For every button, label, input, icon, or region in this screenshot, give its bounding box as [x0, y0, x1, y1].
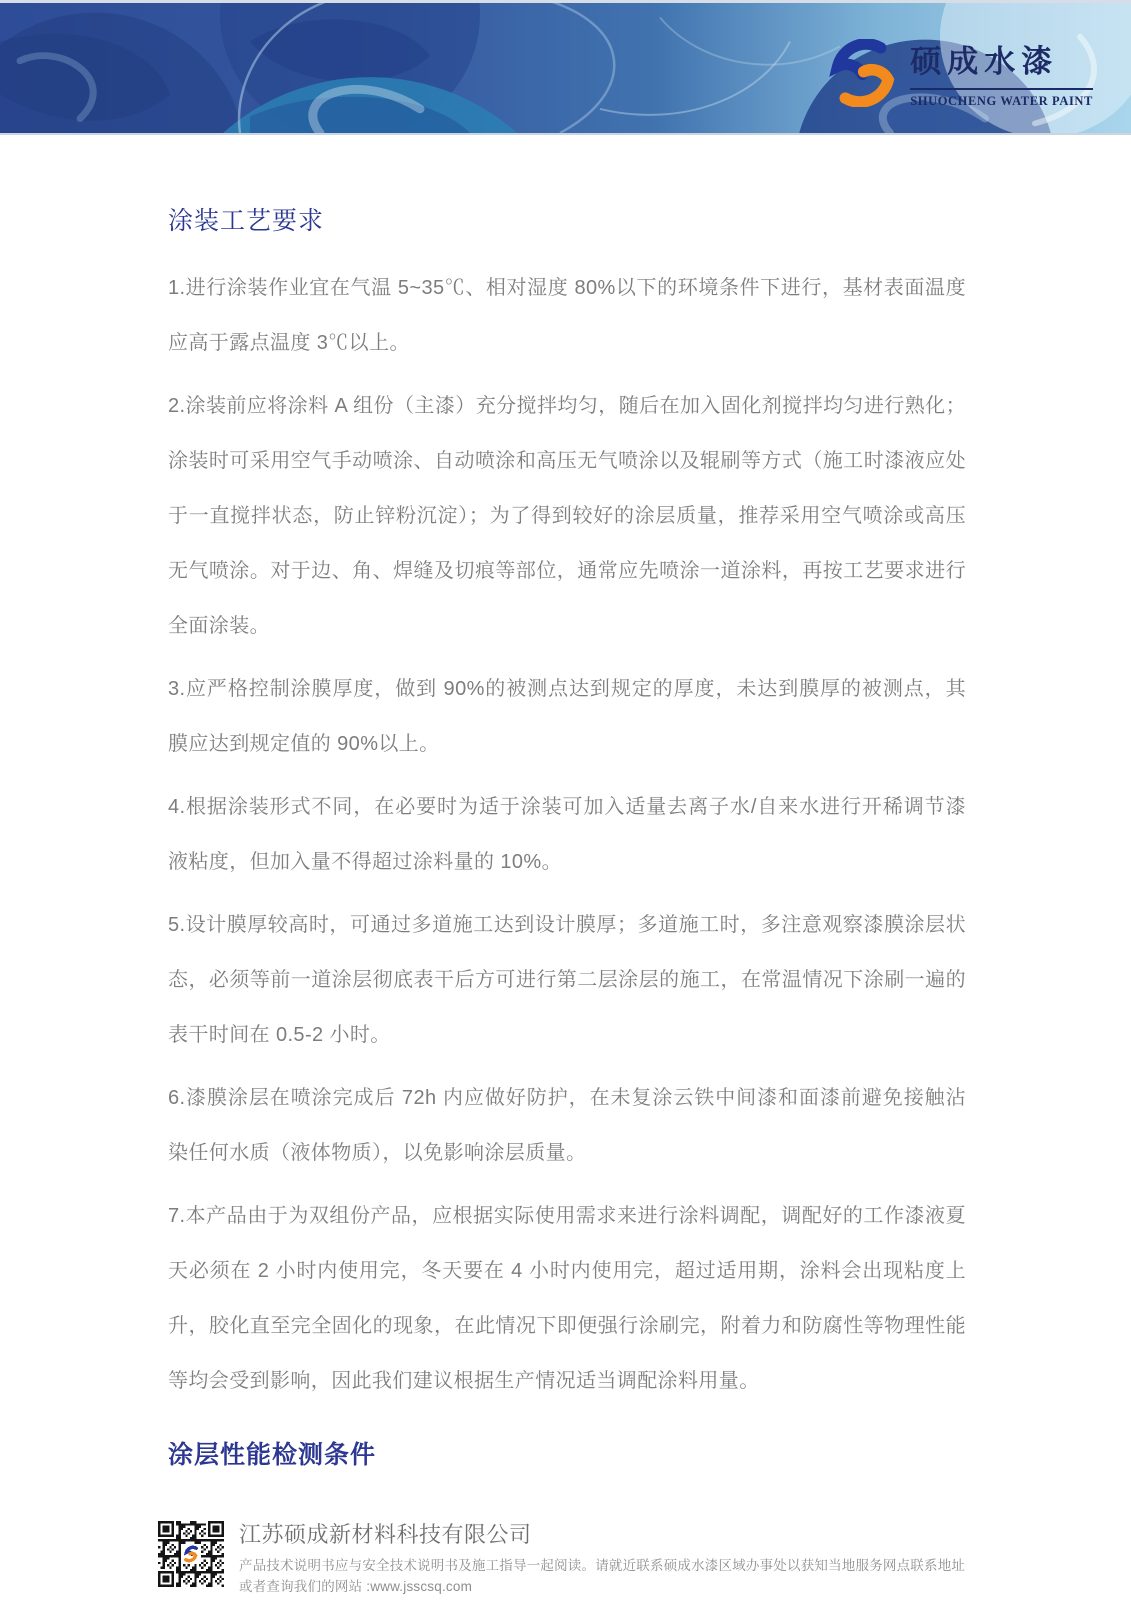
section-heading-coating-process: 涂装工艺要求 — [168, 207, 325, 235]
document-body — [168, 201, 966, 1471]
paragraph-3: 3.应严格控制涂膜厚度，做到 90%的被测点达到规定的厚度，未达到膜厚的被测点，其膜应达到规定值的 90%以上。 — [168, 678, 966, 755]
section-heading-coating-test-conditions: 涂层性能检测条件 — [168, 1441, 377, 1469]
footer-note-line-2: 或者查询我们的网站 :www.jsscsq.com — [239, 1579, 473, 1594]
brand-text-block — [910, 36, 1093, 109]
footer-note — [239, 1555, 965, 1597]
paragraph-1: 1.进行涂装作业宜在气温 5~35℃、相对湿度 80%以下的环境条件下进行，基材表面温度应高于露点温度 3℃以上。 — [168, 277, 966, 354]
paragraph-7: 7.本产品由于为双组份产品，应根据实际使用需求来进行涂料调配，调配好的工作漆液夏天必须在 2 小时内使用完，冬天要在 4 小时内使用完，超过适用期，涂料会出现粘度上升，胶化直至完全固化的现象，在此情况下即便强行涂刷完，附着力和防腐性等物理性能等均会受到影响，因此我们建议根据生产情况适当调配涂料用量。 — [168, 1205, 966, 1392]
paragraph-2: 2.涂装前应将涂料 A 组份（主漆）充分搅拌均匀，随后在加入固化剂搅拌均匀进行熟化；涂装时可采用空气手动喷涂、自动喷涂和高压无气喷涂以及辊刷等方式（施工时漆液应处于一直搅拌状态，防止锌粉沉淀）；为了得到较好的涂层质量，推荐采用空气喷涂或高压无气喷涂。对于边、角、焊缝及切痕等部位，通常应先喷涂一道涂料，再按工艺要求进行全面涂装。 — [168, 395, 966, 637]
header-banner — [0, 0, 1131, 135]
brand-name-cn: 硕成水漆 — [910, 36, 1093, 90]
company-name: 江苏硕成新材料科技有限公司 — [239, 1522, 532, 1547]
footer-note-line-1: 产品技术说明书应与安全技术说明书及施工指导一起阅读。请就近联系硕成水漆区域办事处以获知当地服务网点联系地址 — [239, 1558, 966, 1573]
qr-code — [158, 1521, 224, 1587]
paragraph-6: 6.漆膜涂层在喷涂完成后 72h 内应做好防护，在未复涂云铁中间漆和面漆前避免接触沾染任何水质（液体物质），以免影响涂层质量。 — [168, 1087, 966, 1164]
footer-text-block — [239, 1521, 965, 1597]
paragraph-4: 4.根据涂装形式不同，在必要时为适于涂装可加入适量去离子水/自来水进行开稀调节漆液粘度，但加入量不得超过涂料量的 10%。 — [168, 796, 966, 873]
brand-swirl-icon — [829, 39, 897, 107]
paragraph-5: 5.设计膜厚较高时，可通过多道施工达到设计膜厚；多道施工时，多注意观察漆膜涂层状态，必须等前一道涂层彻底表干后方可进行第二层涂层的施工，在常温情况下涂刷一遍的表干时间在 0.5-2 小时。 — [168, 914, 966, 1046]
page-footer — [158, 1521, 966, 1597]
brand-name-en: SHUOCHENG WATER PAINT — [910, 94, 1093, 108]
brand-logo — [829, 36, 1093, 109]
